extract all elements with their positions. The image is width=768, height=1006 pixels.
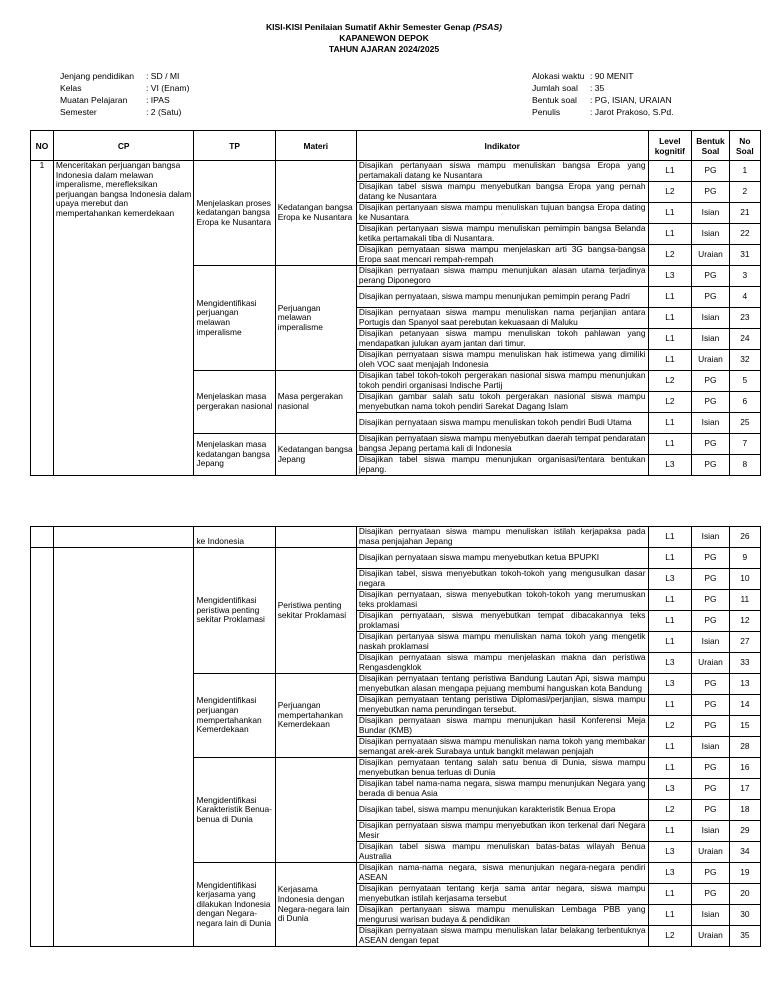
no-soal-cell: 4: [729, 287, 760, 308]
meta-key: Kelas: [60, 83, 82, 93]
no-soal-cell: 14: [729, 695, 760, 716]
col-header-indikator: Indikator: [356, 131, 648, 161]
level-cell: L1: [648, 287, 692, 308]
doc-subtitle-region: KAPANEWON DEPOK: [339, 33, 429, 43]
no-soal-cell: 26: [729, 527, 760, 548]
bentuk-soal-cell: Isian: [692, 632, 729, 653]
level-cell: L1: [648, 758, 692, 779]
no-soal-cell: 24: [729, 329, 760, 350]
kisi-kisi-table-page-1: [30, 130, 761, 476]
indikator-cell: Disajikan pernyataan siswa mampu menuliskan nama tokoh yang membakar semangat arek-arek Surabaya untuk bangkit melawan penjajah: [356, 737, 648, 758]
bentuk-soal-cell: PG: [692, 392, 729, 413]
meta-row: [60, 94, 189, 106]
no-soal-cell: 22: [729, 224, 760, 245]
no-soal-cell: 30: [729, 905, 760, 926]
no-soal-cell: 2: [729, 182, 760, 203]
doc-title-main: KISI-KISI Penilaian Sumatif Akhir Semester Genap: [265, 22, 473, 32]
indikator-cell: Disajikan pernyataan tentang peristiwa Diplomasi/perjanjian, siswa mampu menyebutkan nama perundingan tersebut.: [356, 695, 648, 716]
indikator-cell: Disajikan pernyataan, siswa menyebutkan tokoh-tokoh yang merumuskan teks proklamasi: [356, 590, 648, 611]
indikator-cell: Disajikan tabel, siswa menyebutkan tokoh-tokoh yang mengusulkan dasar negara: [356, 569, 648, 590]
meta-value: : PG, ISIAN, URAIAN: [590, 95, 672, 105]
level-cell: L1: [648, 548, 692, 569]
bentuk-soal-cell: Uraian: [692, 350, 729, 371]
meta-row: [532, 82, 674, 94]
no-soal-cell: 32: [729, 350, 760, 371]
meta-value: : VI (Enam): [146, 83, 190, 93]
meta-key: Penulis: [532, 107, 561, 117]
doc-subtitle-year: TAHUN AJARAN 2024/2025: [328, 44, 440, 54]
no-soal-cell: 11: [729, 590, 760, 611]
meta-value: : 90 MENIT: [590, 71, 634, 81]
col-header-level: Level kognitif: [648, 131, 692, 161]
materi-cell: Perjuangan mempertahankan Kemerdekaan: [275, 674, 356, 758]
meta-value: : 35: [590, 83, 605, 93]
indikator-cell: Disajikan pernyataan siswa mampu menjelaskan makna dan peristiwa Rengasdengklok: [356, 653, 648, 674]
bentuk-soal-cell: PG: [692, 161, 729, 182]
bentuk-soal-cell: Isian: [692, 905, 729, 926]
no-soal-cell: 29: [729, 821, 760, 842]
meta-left: [60, 70, 189, 118]
level-cell: L1: [648, 632, 692, 653]
level-cell: L2: [648, 245, 692, 266]
level-cell: L2: [648, 716, 692, 737]
bentuk-soal-cell: Isian: [692, 329, 729, 350]
level-cell: L3: [648, 674, 692, 695]
meta-value: : SD / MI: [146, 71, 180, 81]
tp-cell: Mengidentifikasi Karakteristik Benua-benua di Dunia: [194, 758, 275, 863]
no-soal-cell: 8: [729, 455, 760, 476]
bentuk-soal-cell: PG: [692, 800, 729, 821]
level-cell: L1: [648, 905, 692, 926]
tp-cell: Menjelaskan masa kedatangan bangsa Jepang: [194, 434, 275, 476]
bentuk-soal-cell: PG: [692, 611, 729, 632]
bentuk-soal-cell: PG: [692, 779, 729, 800]
cp-cell: Menceritakan perjuangan bangsa Indonesia dalam melawan imperalisme, merefleksikan perjuangan bangsa Indonesia dalam upaya merebut dan mempertahankan kemerdekaan: [53, 161, 194, 476]
meta-key: Jumlah soal: [532, 83, 578, 93]
bentuk-soal-cell: PG: [692, 182, 729, 203]
tp-cell: Mengidentifikasi peristiwa penting sekitar Proklamasi: [194, 548, 275, 674]
tp-cell: Menjelaskan proses kedatangan bangsa Eropa ke Nusantara: [194, 161, 275, 266]
meta-value: : IPAS: [146, 95, 170, 105]
level-cell: L3: [648, 455, 692, 476]
bentuk-soal-cell: PG: [692, 884, 729, 905]
tp-cell: Mengidentifikasi perjuangan mempertahankan Kemerdekaan: [194, 674, 275, 758]
level-cell: L2: [648, 371, 692, 392]
bentuk-soal-cell: PG: [692, 569, 729, 590]
no-soal-cell: 28: [729, 737, 760, 758]
kisi-kisi-table-page-2: [30, 526, 761, 947]
level-cell: L1: [648, 695, 692, 716]
bentuk-soal-cell: PG: [692, 716, 729, 737]
meta-key: Bentuk soal: [532, 95, 577, 105]
cp-cell: [53, 527, 194, 548]
indikator-cell: Disajikan tabel siswa mampu menyebutkan bangsa Eropa yang pernah datang ke Nusantara: [356, 182, 648, 203]
tp-cell: Mengidentifikasi perjuangan melawan imperalisme: [194, 266, 275, 371]
level-cell: L1: [648, 413, 692, 434]
indikator-cell: Disajikan tabel tokoh-tokoh pergerakan nasional siswa mampu menunjukan tokoh pendiri organisasi Indische Partij: [356, 371, 648, 392]
bentuk-soal-cell: Isian: [692, 203, 729, 224]
indikator-cell: Disajikan pernyataan siswa mampu menuliskan nama perjanjian antara Portugis dan Spanyol saat perebutan kekuasaan di Maluku: [356, 308, 648, 329]
level-cell: L3: [648, 653, 692, 674]
indikator-cell: Disajikan pernyataan siswa mampu menunjukan alasan utama terjadinya perang Diponegoro: [356, 266, 648, 287]
bentuk-soal-cell: Isian: [692, 224, 729, 245]
bentuk-soal-cell: PG: [692, 674, 729, 695]
materi-cell: [275, 758, 356, 863]
indikator-cell: Disajikan pernyataan siswa mampu menuliskan tokoh pendiri Budi Utama: [356, 413, 648, 434]
indikator-cell: Disajikan pertanyaa siswa mampu menuliskan nama tokoh yang mengetik naskah proklamasi: [356, 632, 648, 653]
cp-cell: [53, 548, 194, 947]
document-header: [0, 22, 768, 55]
level-cell: L1: [648, 224, 692, 245]
level-cell: L1: [648, 611, 692, 632]
indikator-cell: Disajikan pernyataan siswa mampu menuliskan hak istimewa yang dimiliki oleh VOC saat menjajah Indonesia: [356, 350, 648, 371]
tp-cell: Mengidentifikasi kerjasama yang dilakukan Indonesia dengan Negara-negara lain di Dunia: [194, 863, 275, 947]
bentuk-soal-cell: PG: [692, 266, 729, 287]
level-cell: L1: [648, 434, 692, 455]
no-soal-cell: 17: [729, 779, 760, 800]
col-header-no: NO: [31, 131, 54, 161]
indikator-cell: Disajikan tabel siswa mampu menunjukan organisasi/tentara bentukan jepang.: [356, 455, 648, 476]
indikator-cell: Disajikan tabel siswa mampu menuliskan batas-batas wilayah Benua Australia: [356, 842, 648, 863]
no-cell: [31, 527, 54, 548]
meta-value: : Jarot Prakoso, S.Pd.: [590, 107, 674, 117]
level-cell: L1: [648, 203, 692, 224]
meta-key: Semester: [60, 107, 97, 117]
materi-cell: Masa pergerakan nasional: [275, 371, 356, 434]
indikator-cell: Disajikan pernyataan tentang salah satu benua di Dunia, siswa mampu menyebutkan benua terluas di Dunia: [356, 758, 648, 779]
level-cell: L2: [648, 800, 692, 821]
materi-cell: [275, 527, 356, 548]
indikator-cell: Disajikan pertanyaan siswa mampu menuliskan pemimpin bangsa Belanda ketika pertamakali tiba di Nusantara.: [356, 224, 648, 245]
no-soal-cell: 1: [729, 161, 760, 182]
level-cell: L1: [648, 527, 692, 548]
indikator-cell: Disajikan pernyataan siswa mampu menuliskan latar belakang terbentuknya ASEAN dengan tepat: [356, 926, 648, 947]
bentuk-soal-cell: PG: [692, 758, 729, 779]
col-header-nosoal: No Soal: [729, 131, 760, 161]
no-soal-cell: 15: [729, 716, 760, 737]
no-soal-cell: 5: [729, 371, 760, 392]
indikator-cell: Disajikan pernyataan siswa mampu menyebutkan daerah tempat pendaratan bangsa Jepang pertama kali di Indonesia: [356, 434, 648, 455]
meta-row: [60, 106, 189, 118]
col-header-materi: Materi: [275, 131, 356, 161]
meta-right: [532, 70, 674, 118]
level-cell: L1: [648, 821, 692, 842]
meta-key: Jenjang pendidikan: [60, 71, 135, 81]
bentuk-soal-cell: Isian: [692, 821, 729, 842]
no-soal-cell: 6: [729, 392, 760, 413]
level-cell: L1: [648, 737, 692, 758]
level-cell: L1: [648, 884, 692, 905]
indikator-cell: Disajikan pernyataan siswa mampu menjelaskan arti 3G bangsa-bangsa Eropa saat mencari rempah-rempah: [356, 245, 648, 266]
no-soal-cell: 12: [729, 611, 760, 632]
indikator-cell: Disajikan tabel, siswa mampu menunjukan karakteristik Benua Eropa: [356, 800, 648, 821]
indikator-cell: Disajikan pernyataan, siswa mampu menunjukan pemimpin perang Padri: [356, 287, 648, 308]
doc-title-italic: (PSAS): [472, 22, 503, 32]
tp-cell: Menjelaskan masa pergerakan nasional: [194, 371, 275, 434]
bentuk-soal-cell: Uraian: [692, 653, 729, 674]
indikator-cell: Disajikan nama-nama negara, siswa menunjukan negara-negara pendiri ASEAN: [356, 863, 648, 884]
table-row: [31, 527, 761, 548]
level-cell: L3: [648, 863, 692, 884]
level-cell: L3: [648, 779, 692, 800]
meta-row: [532, 70, 674, 82]
no-soal-cell: 18: [729, 800, 760, 821]
materi-cell: Kedatangan bangsa Eropa ke Nusantara: [275, 161, 356, 266]
indikator-cell: Disajikan pernyataan siswa mampu menunjukan hasil Konferensi Meja Bundar (KMB): [356, 716, 648, 737]
no-soal-cell: 23: [729, 308, 760, 329]
indikator-cell: Disajikan pertanyaan siswa mampu menuliskan bangsa Eropa yang pertamakali datang ke Nusantara: [356, 161, 648, 182]
col-header-bentuk: Bentuk Soal: [692, 131, 729, 161]
level-cell: L2: [648, 926, 692, 947]
bentuk-soal-cell: PG: [692, 548, 729, 569]
indikator-cell: Disajikan petanyaan siswa mampu menuliskan tokoh pahlawan yang mendapatkan julukan ayam jantan dari timur.: [356, 329, 648, 350]
meta-row: [532, 106, 674, 118]
no-soal-cell: 34: [729, 842, 760, 863]
doc-title: [0, 22, 768, 33]
bentuk-soal-cell: PG: [692, 863, 729, 884]
materi-cell: Peristiwa penting sekitar Proklamasi: [275, 548, 356, 674]
meta-key: Muatan Pelajaran: [60, 95, 128, 105]
level-cell: L1: [648, 329, 692, 350]
bentuk-soal-cell: Isian: [692, 527, 729, 548]
bentuk-soal-cell: PG: [692, 455, 729, 476]
bentuk-soal-cell: PG: [692, 434, 729, 455]
no-soal-cell: 31: [729, 245, 760, 266]
level-cell: L1: [648, 590, 692, 611]
indikator-cell: Disajikan pernyataan siswa mampu menyebutkan ketua BPUPKI: [356, 548, 648, 569]
bentuk-soal-cell: Isian: [692, 308, 729, 329]
bentuk-soal-cell: PG: [692, 695, 729, 716]
level-cell: L3: [648, 842, 692, 863]
meta-row: [60, 82, 189, 94]
bentuk-soal-cell: PG: [692, 287, 729, 308]
level-cell: L1: [648, 308, 692, 329]
bentuk-soal-cell: PG: [692, 590, 729, 611]
level-cell: L2: [648, 182, 692, 203]
no-soal-cell: 9: [729, 548, 760, 569]
no-soal-cell: 35: [729, 926, 760, 947]
no-soal-cell: 27: [729, 632, 760, 653]
table-header-row: [31, 131, 761, 161]
meta-row: [60, 70, 189, 82]
indikator-cell: Disajikan pernyataan siswa mampu menuliskan istilah kerjapaksa pada masa penjajahan Jepang: [356, 527, 648, 548]
level-cell: L3: [648, 266, 692, 287]
no-soal-cell: 20: [729, 884, 760, 905]
indikator-cell: Disajikan pernyataan, siswa menyebutkan tempat dibacakannya teks proklamasi: [356, 611, 648, 632]
bentuk-soal-cell: Isian: [692, 737, 729, 758]
meta-key: Alokasi waktu: [532, 71, 585, 81]
indikator-cell: Disajikan pertanyaan siswa mampu menuliskan tujuan bangsa Eropa dating ke Nusantara: [356, 203, 648, 224]
col-header-cp: CP: [53, 131, 194, 161]
meta-value: : 2 (Satu): [146, 107, 182, 117]
bentuk-soal-cell: PG: [692, 371, 729, 392]
no-soal-cell: 13: [729, 674, 760, 695]
no-soal-cell: 16: [729, 758, 760, 779]
bentuk-soal-cell: Isian: [692, 413, 729, 434]
indikator-cell: Disajikan pernyataan tentang peristiwa Bandung Lautan Api, siswa mampu menyebutkan alasan mengapa pejuang membumi hanguskan kota Bandung: [356, 674, 648, 695]
col-header-tp: TP: [194, 131, 275, 161]
no-soal-cell: 19: [729, 863, 760, 884]
indikator-cell: Disajikan pertanyaan siswa mampu menuliskan Lembaga PBB yang mengurusi warisan budaya & pendidikan: [356, 905, 648, 926]
table-row: [31, 161, 761, 182]
materi-cell: Perjuangan melawan imperalisme: [275, 266, 356, 371]
no-soal-cell: 25: [729, 413, 760, 434]
materi-cell: Kedatangan bangsa Jepang: [275, 434, 356, 476]
no-soal-cell: 10: [729, 569, 760, 590]
bentuk-soal-cell: Uraian: [692, 926, 729, 947]
no-cell: [31, 548, 54, 947]
level-cell: L1: [648, 350, 692, 371]
no-soal-cell: 3: [729, 266, 760, 287]
level-cell: L1: [648, 161, 692, 182]
meta-row: [532, 94, 674, 106]
table-row: [31, 548, 761, 569]
no-soal-cell: 7: [729, 434, 760, 455]
level-cell: L2: [648, 392, 692, 413]
indikator-cell: Disajikan pernyataan tentang kerja sama antar negara, siswa mampu menyebutkan istilah kerjasama tersebut: [356, 884, 648, 905]
indikator-cell: Disajikan tabel nama-nama negara, siswa mampu menunjukan Negara yang berada di benua Asia: [356, 779, 648, 800]
indikator-cell: Disajikan gambar salah satu tokoh pergerakan nasional siswa mampu menyebutkan nama tokoh pendiri Sarekat Dagang Islam: [356, 392, 648, 413]
no-cell: 1: [31, 161, 54, 476]
bentuk-soal-cell: Uraian: [692, 842, 729, 863]
bentuk-soal-cell: Uraian: [692, 245, 729, 266]
level-cell: L3: [648, 569, 692, 590]
tp-cell: ke Indonesia: [194, 527, 275, 548]
no-soal-cell: 21: [729, 203, 760, 224]
materi-cell: Kerjasama Indonesia dengan Negara-negara lain di Dunia: [275, 863, 356, 947]
no-soal-cell: 33: [729, 653, 760, 674]
indikator-cell: Disajikan pernyataan siswa mampu menyebutkan ikon terkenal dari Negara Mesir: [356, 821, 648, 842]
